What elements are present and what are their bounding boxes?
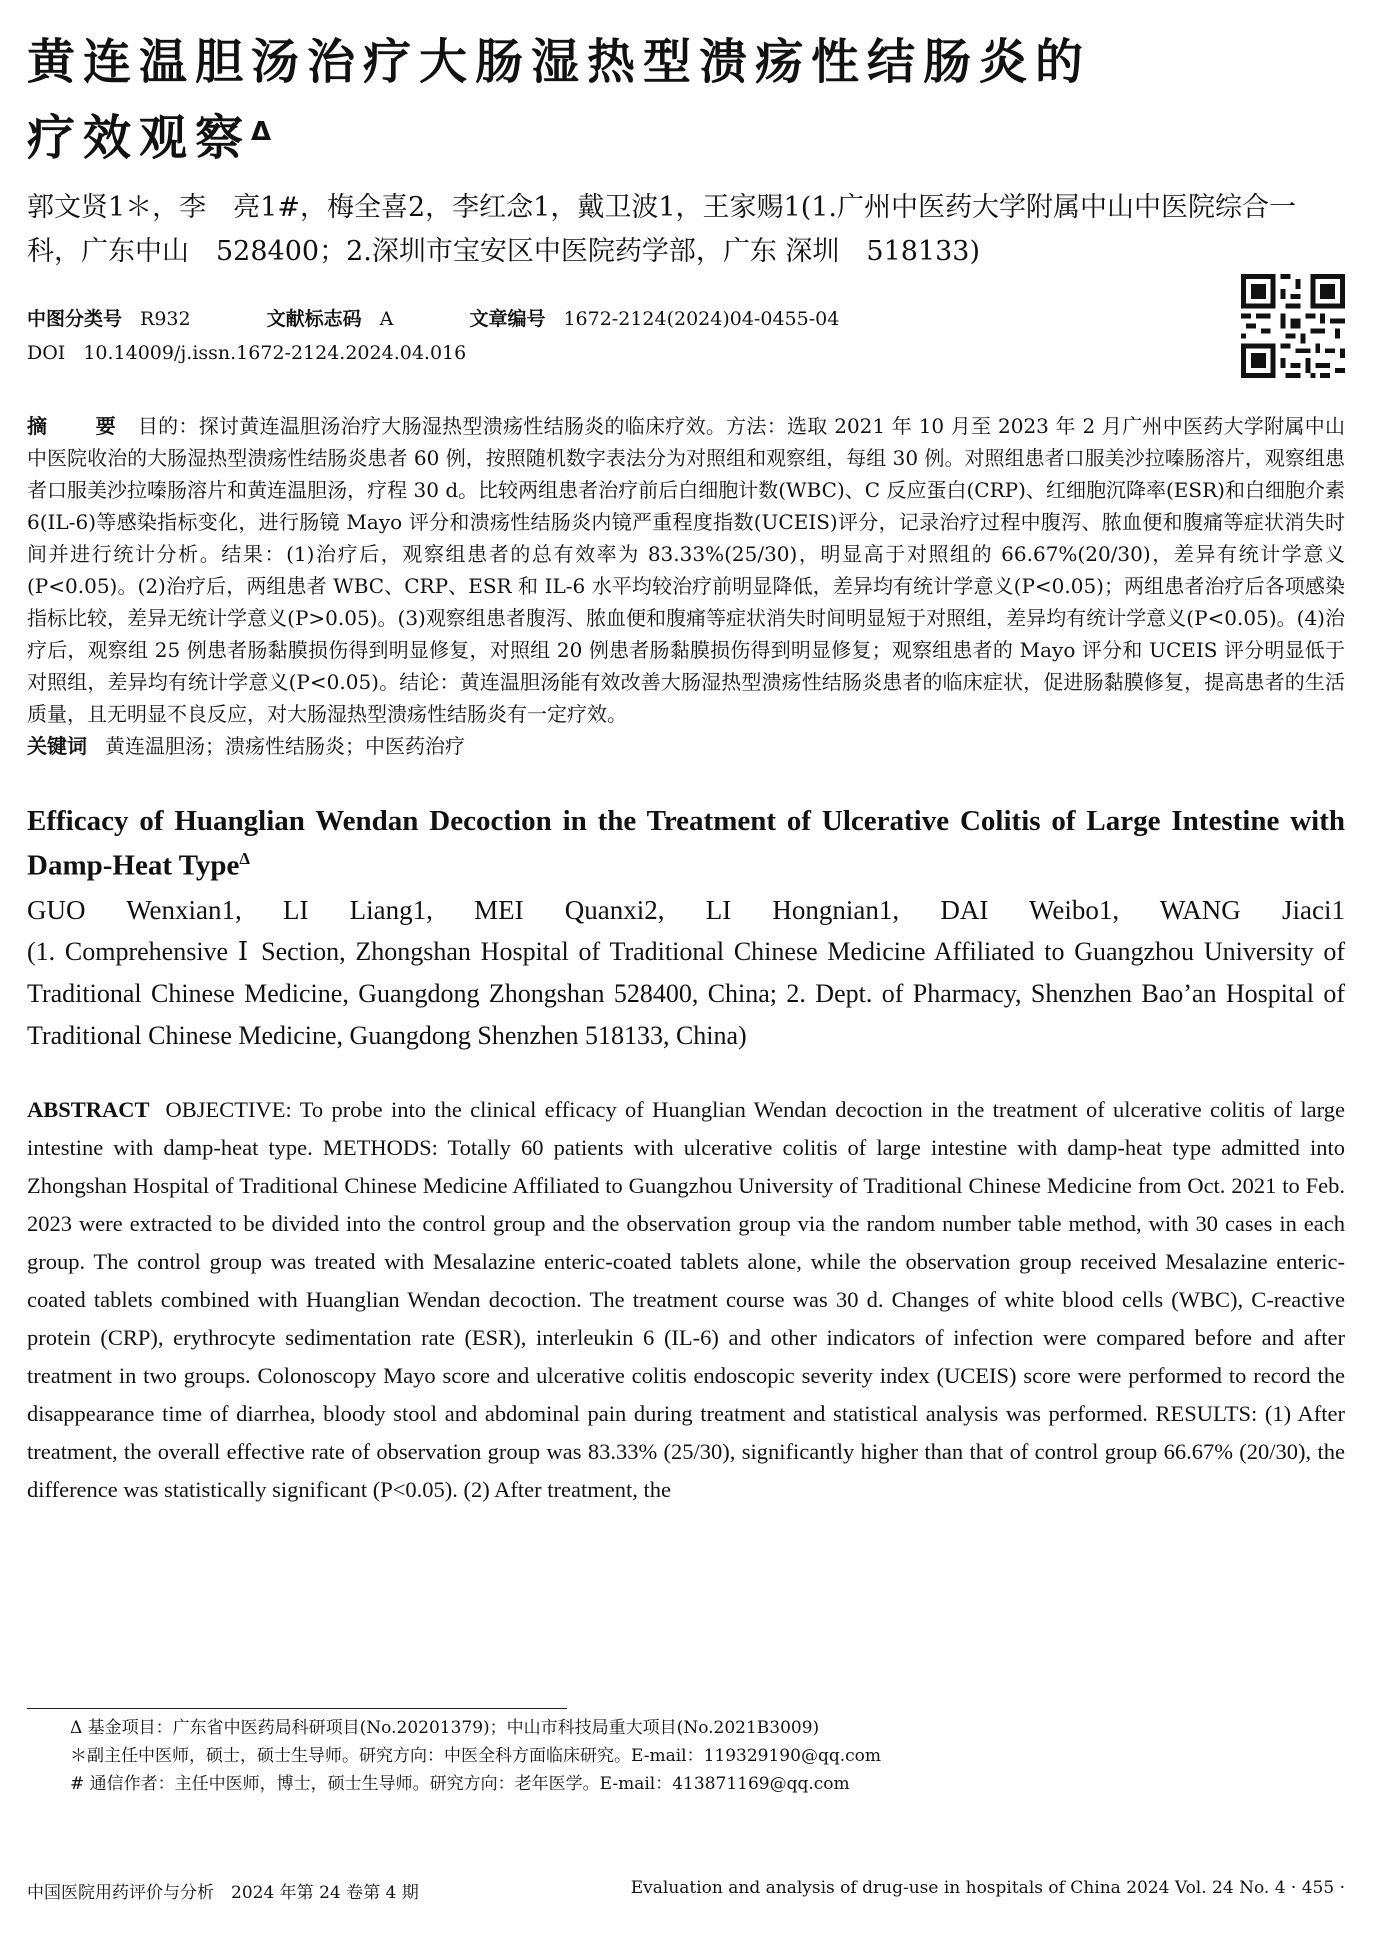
footnotes	[70, 1714, 881, 1798]
chinese-abstract	[27, 410, 1345, 730]
keywords-label: 关键词	[27, 734, 87, 758]
english-abstract	[27, 1091, 1345, 1509]
footnote-fund: Δ 基金项目：广东省中医药局科研项目(No.20201379)；中山市科技局重大项目(No.2021B3009)	[70, 1718, 820, 1738]
footnote-first-author: ＊副主任中医师，硕士，硕士生导师。研究方向：中医全科方面临床研究。E-mail：119329190@qq.com	[70, 1746, 881, 1766]
clc-value: R932	[140, 308, 191, 330]
english-title-text: Efficacy of Huanglian Wendan Decoction in the Treatment of Ulcerative Colitis of Large Intestine with Damp-Heat Type	[27, 805, 1345, 882]
english-title	[27, 802, 1345, 885]
qr-code-icon[interactable]	[1241, 274, 1345, 378]
fund-mark: Δ	[251, 117, 272, 147]
english-authors: GUO Wenxian1, LI Liang1, MEI Quanxi2, LI Hongnian1, DAI Weibo1, WANG Jiaci1	[27, 894, 1345, 925]
article-no-value: 1672-2124(2024)04-0455-04	[563, 308, 840, 330]
doc-code-value: A	[379, 308, 394, 330]
running-footer-left: 中国医院用药评价与分析 2024 年第 24 卷第 4 期	[27, 1883, 419, 1903]
chinese-title-line2: 疗效观察	[27, 110, 252, 166]
footnote-corresponding: # 通信作者：主任中医师，博士，硕士生导师。研究方向：老年医学。E-mail：413871169@qq.com	[70, 1774, 850, 1794]
chinese-keywords	[27, 730, 1345, 762]
running-footer-right: Evaluation and analysis of drug-use in hospitals of China 2024 Vol. 24 No. 4 · 455 ·	[630, 1878, 1345, 1898]
running-footer	[27, 1878, 1345, 1903]
chinese-title	[27, 24, 1345, 176]
english-abstract-text: OBJECTIVE: To probe into the clinical efficacy of Huanglian Wendan decoction in the treatment of ulcerative colitis of large intestine with damp-heat type. METHODS: Totally 60 patients with ulcerative colitis of large intestine with damp-heat type admitted into Zhongshan Hospital of Traditional Chinese Medicine Affiliated to Guangzhou University of Traditional Chinese Medicine from Oct. 2021 to Feb. 2023 were extracted to be divided into the control group and the observation group via the random number table method, with 30 cases in each group. The control group was treated with Mesalazine enteric-coated tablets alone, while the observation group received Mesalazine enteric-coated tablets combined with Huanglian Wendan decoction. The treatment course was 30 d. Changes of white blood cells (WBC), C-reactive protein (CRP), erythrocyte sedimentation rate (ESR), interleukin 6 (IL-6) and other indicators of infection were compared before and after treatment in two groups. Colonoscopy Mayo score and ulcerative colitis endoscopic severity index (UCEIS) score were performed to record the disappearance time of diarrhea, bloody stool and abdominal pain during treatment and statistical analysis was performed. RESULTS: (1) After treatment, the overall effective rate of observation group was 83.33% (25/30), significantly higher than that of control group 66.67% (20/30), the difference was statistically significant (P<0.05). (2) After treatment, the	[27, 1096, 1345, 1502]
english-fund-mark: Δ	[239, 849, 251, 868]
doc-code-label: 文献标志码	[266, 308, 362, 330]
chinese-abstract-label: 摘 要	[27, 414, 130, 438]
chinese-abstract-text: 目的：探讨黄连温胆汤治疗大肠湿热型溃疡性结肠炎的临床疗效。方法：选取 2021 年 10 月至 2023 年 2 月广州中医药大学附属中山中医院收治的大肠湿热型溃疡性结肠炎患者 60 例，按照随机数字表法分为对照组和观察组，每组 30 例。对照组患者口服美沙拉嗪肠溶片，观察组患者口服美沙拉嗪肠溶片和黄连温胆汤，疗程 30 d。比较两组患者治疗前后白细胞计数(WBC)、C 反应蛋白(CRP)、红细胞沉降率(ESR)和白细胞介素 6(IL-6)等感染指标变化，进行肠镜 Mayo 评分和溃疡性结肠炎内镜严重程度指数(UCEIS)评分，记录治疗过程中腹泻、脓血便和腹痛等症状消失时间并进行统计分析。结果：(1)治疗后，观察组患者的总有效率为 83.33%(25/30)，明显高于对照组的 66.67%(20/30)，差异有统计学意义(P<0.05)。(2)治疗后，两组患者 WBC、CRP、ESR 和 IL-6 水平均较治疗前明显降低，差异均有统计学意义(P<0.05)；两组患者治疗后各项感染指标比较，差异无统计学意义(P>0.05)。(3)观察组患者腹泻、脓血便和腹痛等症状消失时间明显短于对照组，差异均有统计学意义(P<0.05)。(4)治疗后，观察组 25 例患者肠黏膜损伤得到明显修复，对照组 20 例患者肠黏膜损伤得到明显修复；观察组患者的 Mayo 评分和 UCEIS 评分明显低于对照组，差异均有统计学意义(P<0.05)。结论：黄连温胆汤能有效改善大肠湿热型溃疡性结肠炎患者的临床症状，促进肠黏膜修复，提高患者的生活质量，且无明显不良反应，对大肠湿热型溃疡性结肠炎有一定疗效。	[27, 414, 1345, 726]
clc-label: 中图分类号	[27, 308, 123, 330]
english-affiliation: (1. Comprehensive Ⅰ Section, Zhongshan Hospital of Traditional Chinese Medicine Affiliated to Guangzhou University of Traditional Chinese Medicine, Guangdong Zhongshan 528400, China; 2. Dept. of Pharmacy, Shenzhen Bao’an Hospital of Traditional Chinese Medicine, Guangdong Shenzhen 518133, China)	[27, 936, 1345, 1050]
doi-label: DOI	[27, 342, 66, 364]
english-abstract-label: ABSTRACT	[27, 1096, 150, 1122]
doi-value: 10.14009/j.issn.1672-2124.2024.04.016	[83, 342, 467, 364]
article-no-label: 文章编号	[469, 308, 546, 330]
article-meta	[27, 302, 1345, 370]
article-page	[27, 24, 1345, 1509]
footnote-divider	[27, 1708, 567, 1709]
chinese-authors: 郭文贤1＊，李 亮1#，梅全喜2，李红念1，戴卫波1，王家赐1(1.广州中医药大学附属中山中医院综合一科，广东中山 528400；2.深圳市宝安区中医院药学部，广东 深圳 518133)	[27, 192, 1296, 267]
keywords-text: 黄连温胆汤；溃疡性结肠炎；中医药治疗	[105, 734, 465, 758]
chinese-title-line1: 黄连温胆汤治疗大肠湿热型溃疡性结肠炎的	[27, 34, 1092, 90]
